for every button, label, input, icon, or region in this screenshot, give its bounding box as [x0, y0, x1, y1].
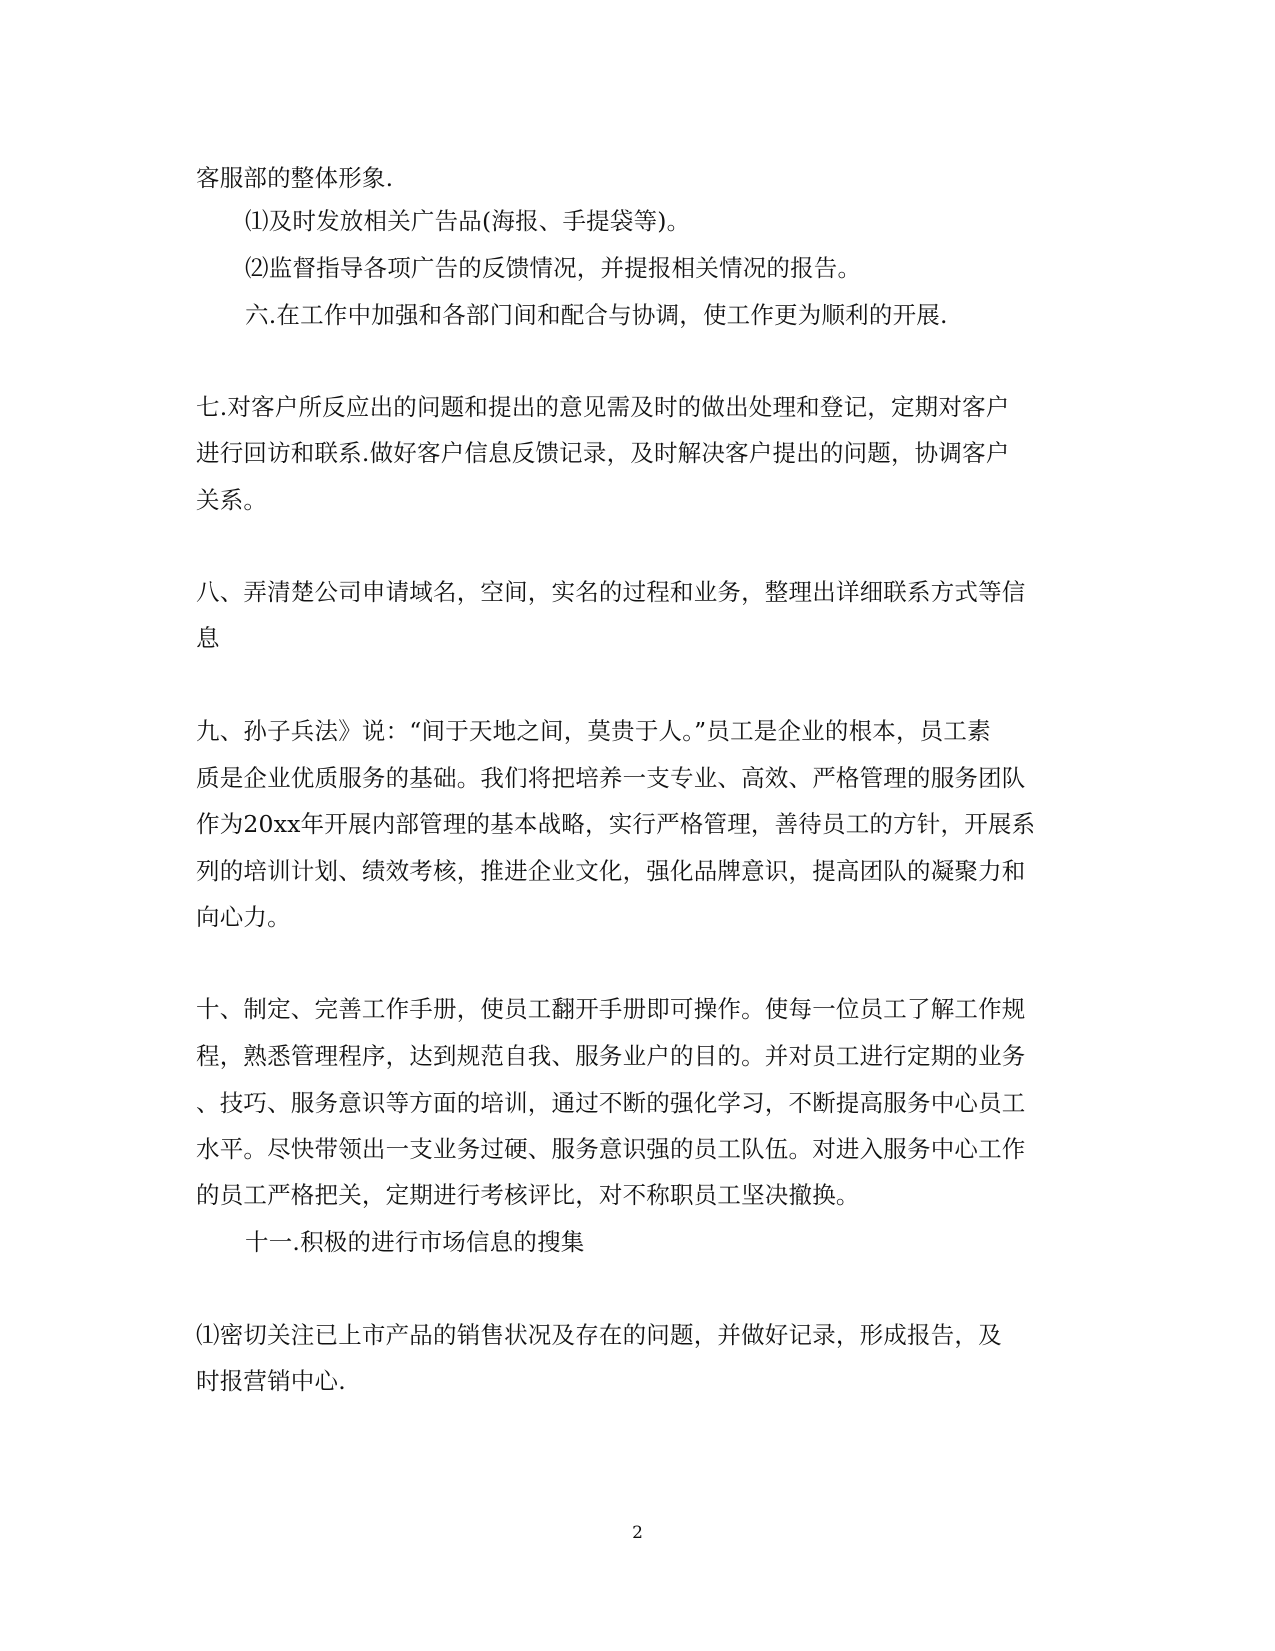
- text-line: 十、制定、完善工作手册，使员工翻开手册即可操作。使每一位员工了解工作规: [196, 995, 1026, 1023]
- text-line: ⑴密切关注已上市产品的销售状况及存在的问题，并做好记录，形成报告，及: [196, 1321, 1002, 1349]
- text-line: 质是企业优质服务的基础。我们将把培养一支专业、高效、严格管理的服务团队: [196, 764, 1026, 792]
- text-line: 的员工严格把关，定期进行考核评比，对不称职员工坚决撤换。: [196, 1181, 860, 1209]
- text-line: 、技巧、服务意识等方面的培训，通过不断的强化学习，不断提高服务中心员工: [196, 1089, 1026, 1117]
- text-line: 水平。尽快带领出一支业务过硬、服务意识强的员工队伍。对进入服务中心工作: [196, 1135, 1026, 1163]
- text-line: 进行回访和联系.做好客户信息反馈记录，及时解决客户提出的问题，协调客户: [196, 439, 1010, 467]
- text-line: 八、弄清楚公司申请域名，空间，实名的过程和业务，整理出详细联系方式等信: [196, 578, 1026, 606]
- text-line: 九、孙子兵法》说：“间于天地之间，莫贵于人。”员工是企业的根本，员工素: [196, 717, 991, 745]
- text-line: 七.对客户所反应出的问题和提出的意见需及时的做出处理和登记，定期对客户: [196, 393, 1010, 421]
- text-line: 息: [196, 624, 220, 652]
- text-line: 程，熟悉管理程序，达到规范自我、服务业户的目的。并对员工进行定期的业务: [196, 1042, 1026, 1070]
- text-line: 关系。: [196, 486, 268, 514]
- page-number: 2: [632, 1523, 643, 1543]
- text-line: 列的培训计划、绩效考核，推进企业文化，强化品牌意识，提高团队的凝聚力和: [196, 857, 1026, 885]
- text-line: 作为20xx年开展内部管理的基本战略，实行严格管理，善待员工的方针，开展系: [196, 810, 1036, 838]
- text-line: 客服部的整体形象.: [196, 164, 394, 192]
- text-line: 六.在工作中加强和各部门间和配合与协调，使工作更为顺利的开展.: [245, 301, 948, 329]
- text-line: ⑵监督指导各项广告的反馈情况，并提报相关情况的报告。: [245, 254, 862, 282]
- text-line: 十一.积极的进行市场信息的搜集: [245, 1228, 585, 1256]
- text-line: 时报营销中心.: [196, 1367, 346, 1395]
- text-line: 向心力。: [196, 903, 291, 931]
- text-line: ⑴及时发放相关广告品(海报、手提袋等)。: [245, 207, 691, 235]
